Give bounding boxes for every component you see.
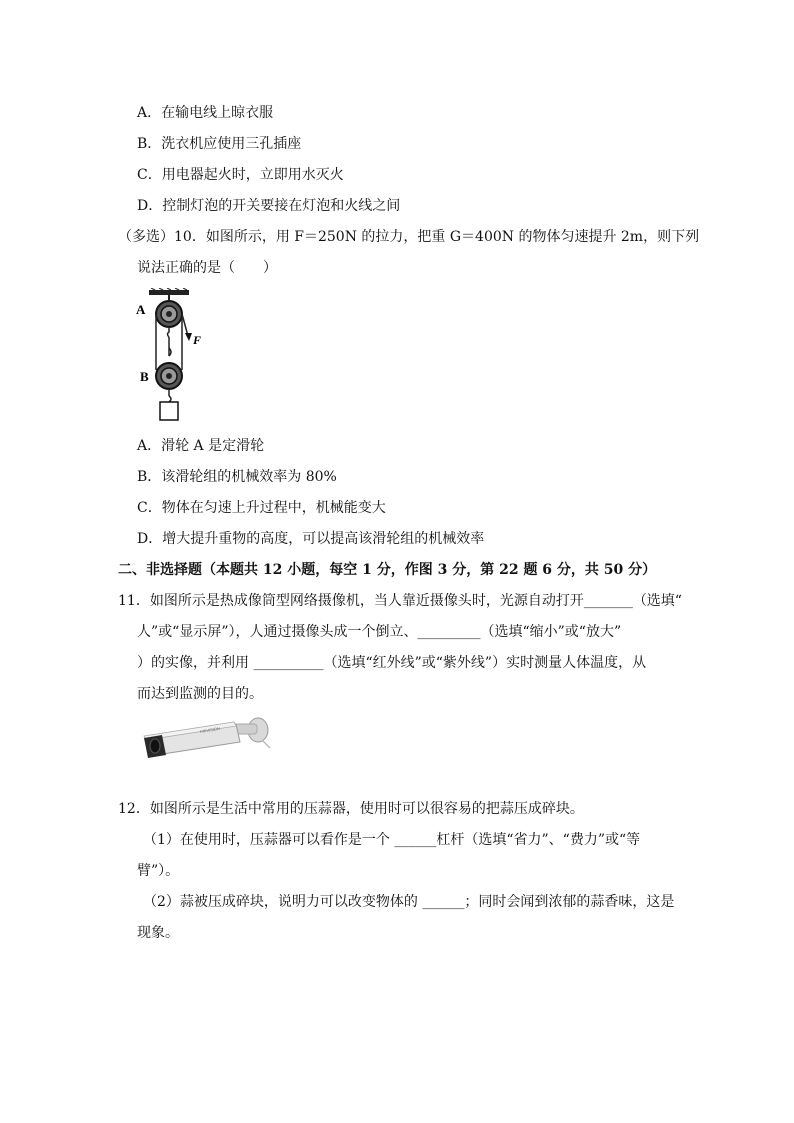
q11-line1: 11．如图所示是热成像筒型网络摄像机，当人靠近摄像头时，光源自动打开_______（选填“ (118, 593, 682, 609)
q12-line1: 12．如图所示是生活中常用的压蒜器，使用时可以很容易的把蒜压成碎块。 (118, 801, 584, 817)
force-arrow (185, 333, 192, 341)
pulley-a-label: A (136, 302, 146, 317)
q9-option-b: B．洗衣机应使用三孔插座 (137, 136, 302, 152)
q12-part1-line1: （1）在使用时，压蒜器可以看作是一个 ______杠杆（选填“省力”、“费力”或“等 (143, 832, 641, 848)
section-2-heading: 二、非选择题（本题共 12 小题，每空 1 分，作图 3 分，第 22 题 6 分，共 50 分） (118, 562, 657, 578)
q9-option-d: D．控制灯泡的开关要接在灯泡和火线之间 (137, 198, 401, 214)
q10-option-c: C．物体在匀速上升过程中，机械能变大 (137, 500, 386, 516)
q12-part2-line1: （2）蒜被压成碎块，说明力可以改变物体的 ______；同时会闻到浓郁的蒜香味，这是 (143, 894, 675, 910)
q9-option-a: A．在输电线上晾衣服 (137, 105, 274, 121)
q10-stem-line1: （多选）10．如图所示，用 F＝250N 的拉力，把重 G＝400N 的物体匀速提升 2m，则下列 (118, 229, 700, 245)
q11-line4: 而达到监测的目的。 (137, 686, 263, 702)
pulley-b (156, 363, 182, 389)
camera-brand-label: HIKVISION (199, 725, 221, 734)
q10-stem-line2: 说法正确的是（ ） (137, 260, 277, 276)
q12-part2-line2: 现象。 (137, 925, 179, 941)
q12-part1-line2: 臂”）。 (137, 863, 180, 879)
pulley-system-figure (133, 288, 213, 426)
pulley-a (156, 301, 182, 327)
pulley-b-label: B (140, 369, 149, 384)
camera-lens (150, 739, 160, 753)
q10-option-d: D．增大提升重物的高度，可以提高该滑轮组的机械效率 (137, 531, 485, 547)
q10-option-a: A．滑轮 A 是定滑轮 (137, 438, 265, 454)
weight-block (160, 402, 178, 420)
thermal-camera-figure (140, 714, 275, 760)
q11-line3: ）的实像，并利用 __________（选填“红外线”或“紫外线”）实时测量人体温度，从 (137, 655, 647, 671)
q9-option-c: C．用电器起火时，立即用水灭火 (137, 167, 344, 183)
q10-option-b: B．该滑轮组的机械效率为 80% (137, 469, 337, 485)
force-label: F (193, 333, 202, 347)
q11-line2: 人”或“显示屏”），人通过摄像头成一个倒立、_________（选填“缩小”或“放大” (137, 624, 622, 640)
ceiling-support (149, 290, 189, 295)
